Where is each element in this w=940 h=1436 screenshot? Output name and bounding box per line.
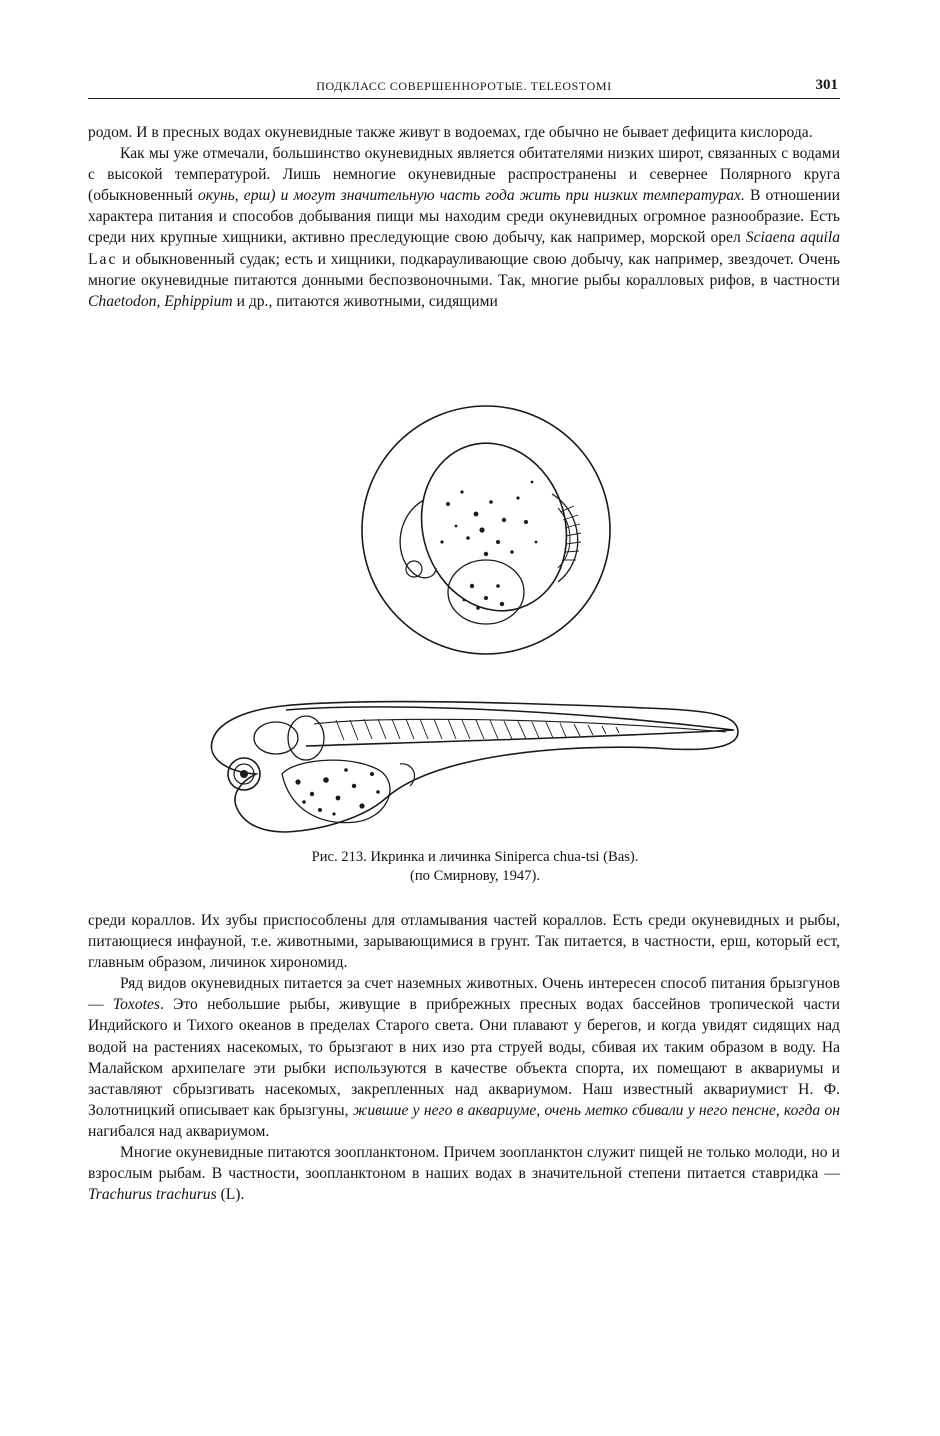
figure-egg-and-larva	[186, 402, 746, 852]
paragraph	[88, 143, 840, 312]
paragraph	[88, 973, 840, 1142]
text-run: и др., питаются животными, сидящими	[232, 292, 498, 310]
text-block-bottom	[88, 910, 840, 1205]
text-run-italic: окунь, ерш) и могут значительную часть года жить при низких температурах.	[197, 187, 745, 205]
genus-name: Chaetodon	[88, 292, 157, 310]
text-run: . Это небольшие рыбы, живущие в прибрежных пресных водах бассейнов тропической части Индийского и Тихого океанов в пределах Старого света. Они плавают у берегов, и когда увидят сидящих над водой на растениях насекомых, то брызгают в них изо рта струей воды, сбивая их таким образом в воду. На Малайском архипелаге эти рыбки используются в качестве объекта спорта, их помещают в аквариумы и заставляют сбрызгивать насекомых, закрепленных над аквариумом. Наш известный аквариумист Н. Ф. Золотницкий описывает как брызгуны,	[88, 996, 840, 1119]
genus-name: Toxotes	[112, 996, 160, 1014]
header-title: ПОДКЛАСС СОВЕРШЕННОРОТЫЕ. TELEOSTOMI	[316, 79, 612, 93]
text-run: (L).	[216, 1186, 245, 1204]
text-run: ,	[156, 292, 165, 310]
running-header	[88, 76, 840, 99]
genus-name: Ephippium	[164, 292, 233, 310]
text-block-top	[88, 122, 840, 312]
paragraph	[88, 1142, 840, 1205]
text-run: Ряд видов окуневидных питается за счет наземных животных. Очень интересен способ питания брызгунов —	[88, 975, 840, 1014]
species-name: Sciaena aquila	[745, 229, 840, 247]
text-run: и обыкновенный судак; есть и хищники, подкарауливающие свою добычу, как например, звездочет. Очень многие окуневидные питаются донными беспозвоночными. Так, многие рыбы коралловых рифов, в частности	[88, 250, 840, 289]
paragraph: родом. И в пресных водах окуневидные также живут в водоемах, где обычно не бывает дефицита кислорода.	[88, 124, 813, 141]
page-number: 301	[815, 77, 838, 93]
text-run: В отношении характера питания и способов добывания пищи мы находим среди окуневидных огромное разнообразие. Есть среди них крупные хищники, активно преследующие свою добычу, как например, морской орел	[88, 187, 840, 247]
paragraph: среди кораллов. Их зубы приспособлены для отламывания частей кораллов. Есть среди окуневидных и рыбы, питающиеся инфауной, т.е. животными, зарывающимися в грунт. Так питается, в частности, ерш, который ест, главным образом, личинок хирономид.	[88, 912, 840, 972]
egg-drawing	[362, 406, 610, 654]
text-run: Как мы уже отмечали, большинство окуневидных является обитателями низких широт, связанных с водами с высокой температурой. Лишь немногие окуневидные распространены и севернее Полярного круга (обыкновенный	[88, 145, 840, 205]
author-abbrev: Lac	[88, 250, 118, 268]
larva-yolk-pigment	[295, 768, 379, 815]
text-run: Многие окуневидные питаются зоопланктоном. Причем зоопланктон служит пищей не только молоди, но и взрослым рыбам. В частности, зоопланктоном в наших водах в значительной степени питается ставридка —	[88, 1144, 840, 1183]
caption-line: Рис. 213. Икринка и личинка Siniperca chua-tsi (Bas).	[311, 849, 639, 865]
text-run: нагибался над аквариумом.	[88, 1122, 270, 1140]
figure-caption	[190, 848, 760, 886]
text-run-italic: жившие у него в аквариуме, очень метко сбивали у него пенсне, когда он	[352, 1101, 840, 1119]
larva-drawing	[211, 702, 738, 832]
larva-pupil	[240, 770, 248, 778]
species-name: Trachurus trachurus	[88, 1186, 217, 1204]
figure-illustration	[186, 402, 746, 852]
caption-line: (по Смирнову, 1947).	[409, 868, 541, 884]
egg-pigment-dots	[440, 481, 537, 610]
